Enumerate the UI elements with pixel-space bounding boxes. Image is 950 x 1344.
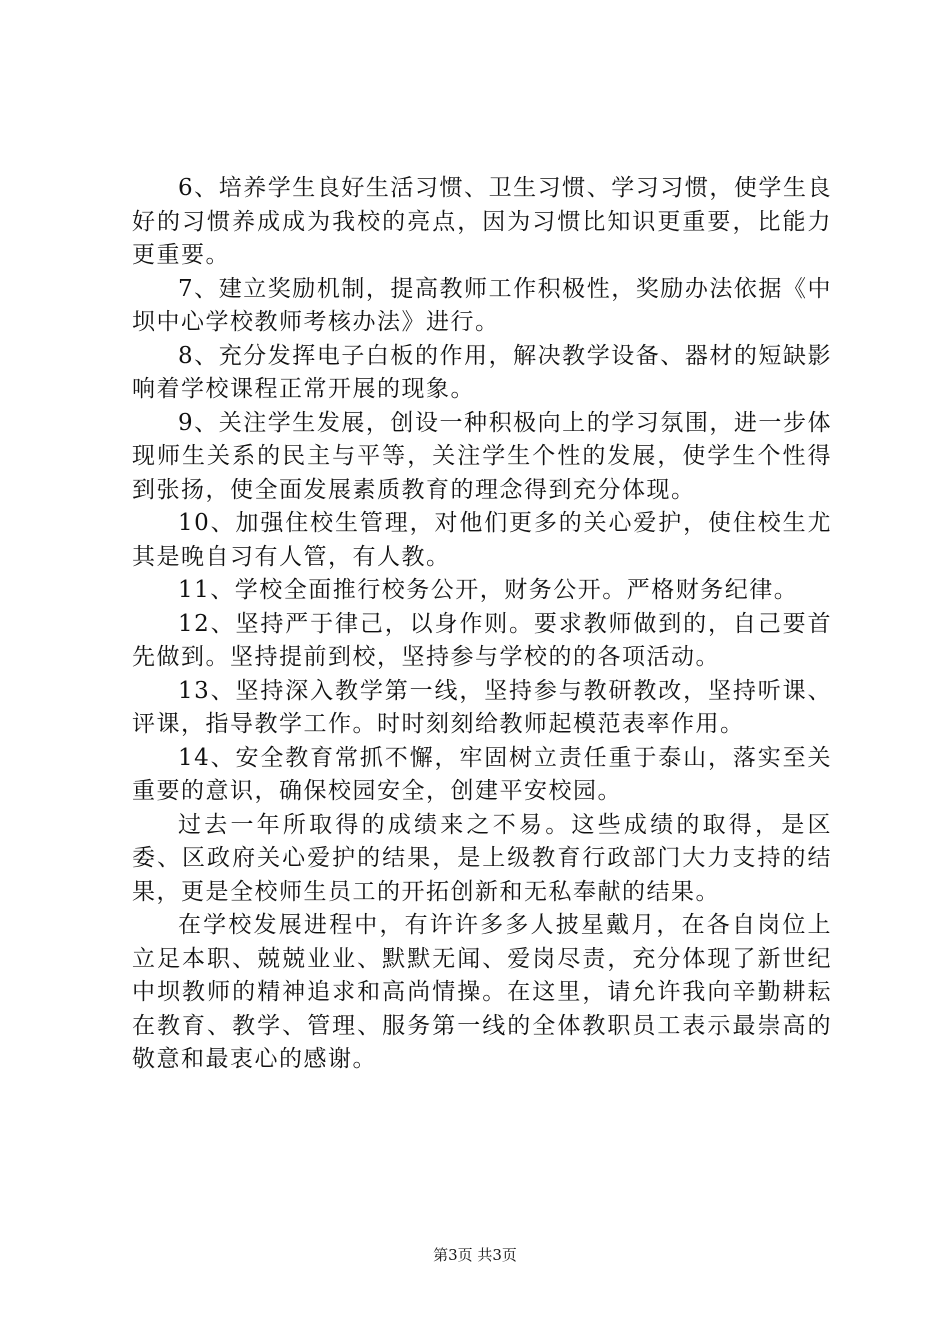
paragraph-item-7: 7、建立奖励机制，提高教师工作积极性，奖励办法依据《中坝中心学校教师考核办法》进行。: [132, 275, 832, 335]
paragraph-item-9: 9、关注学生发展，创设一种积极向上的学习氛围，进一步体现师生关系的民主与平等，关注学生个性的发展，使学生个性得到张扬，使全面发展素质教育的理念得到充分体现。: [132, 409, 832, 503]
paragraph-item-11: 11、学校全面推行校务公开，财务公开。严格财务纪律。: [178, 577, 799, 603]
paragraph-item-8: 8、充分发挥电子白板的作用，解决教学设备、器材的短缺影响着学校课程正常开展的现象。: [132, 342, 832, 402]
paragraph-item-13: 13、坚持深入教学第一线，坚持参与教研教改，坚持听课、评课，指导教学工作。时时刻刻给教师起模范表率作用。: [132, 677, 832, 737]
page-number-footer: 第3页 共3页: [433, 1246, 517, 1264]
paragraph-achievements: 过去一年所取得的成绩来之不易。这些成绩的取得，是区委、区政府关心爱护的结果，是上级教育行政部门大力支持的结果，更是全校师生员工的开拓创新和无私奉献的结果。: [132, 811, 832, 905]
paragraph-item-14: 14、安全教育常抓不懈，牢固树立责任重于泰山，落实至关重要的意识，确保校园安全，创建平安校园。: [132, 744, 832, 804]
paragraph-thanks: 在学校发展进程中，有许许多多人披星戴月，在各自岗位上立足本职、兢兢业业、默默无闻、爱岗尽责，充分体现了新世纪中坝教师的精神追求和高尚情操。在这里，请允许我向辛勤耕耘在教育、教学、管理、服务第一线的全体教职员工表示最崇高的敬意和最衷心的感谢。: [132, 912, 832, 1072]
document-body: [132, 172, 832, 1077]
paragraph-item-12: 12、坚持严于律己，以身作则。要求教师做到的，自己要首先做到。坚持提前到校，坚持参与学校的的各项活动。: [132, 610, 832, 670]
paragraph-item-10: 10、加强住校生管理，对他们更多的关心爱护，使住校生尤其是晚自习有人管，有人教。: [132, 510, 832, 570]
paragraph-item-6: 6、培养学生良好生活习惯、卫生习惯、学习习惯，使学生良好的习惯养成成为我校的亮点，因为习惯比知识更重要，比能力更重要。: [132, 175, 832, 268]
